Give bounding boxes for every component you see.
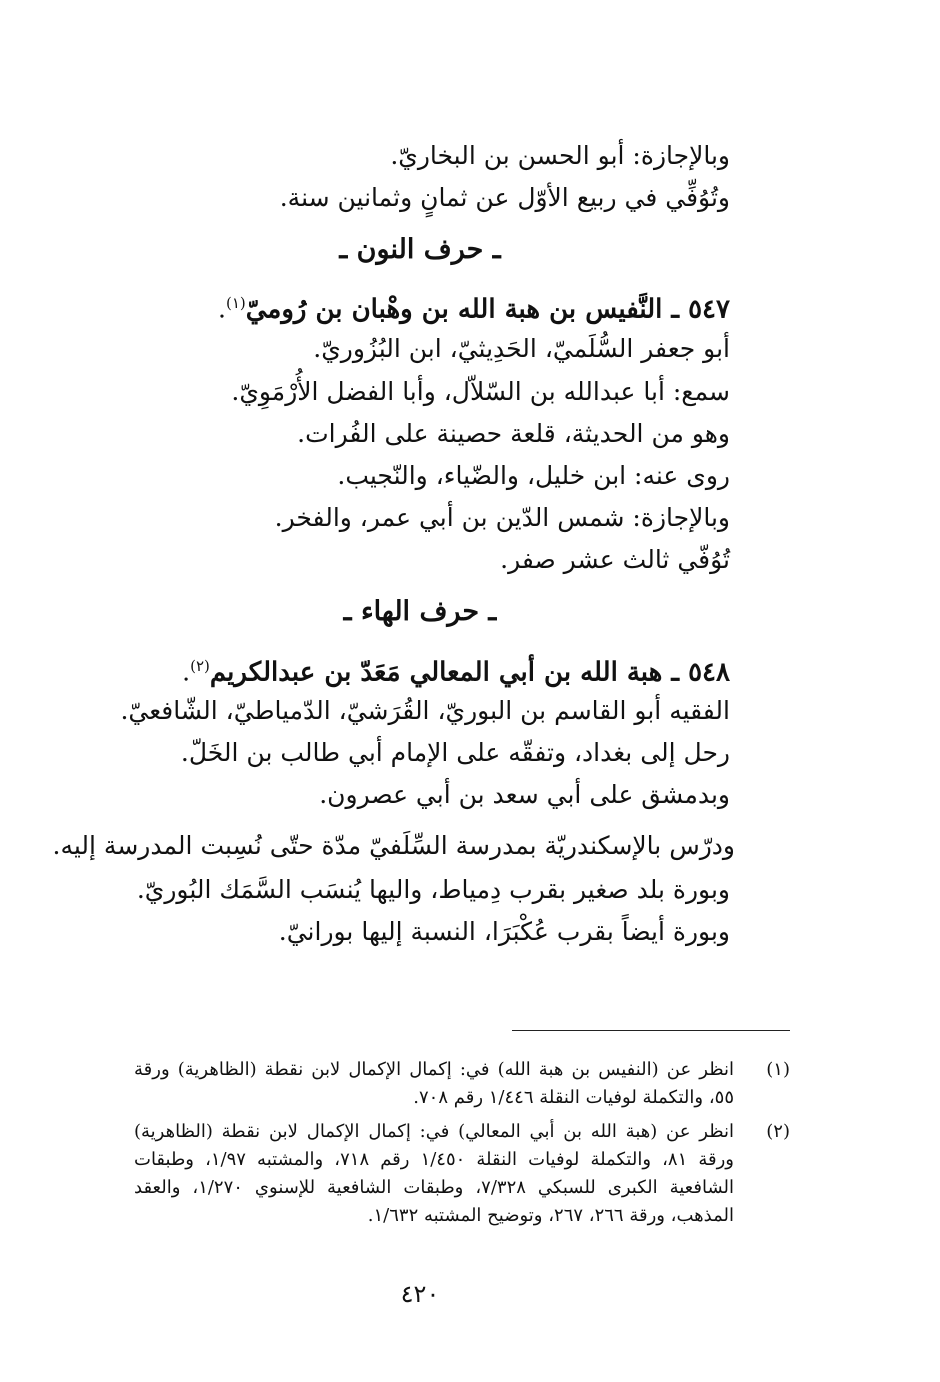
page-number: ٤٢٠: [400, 1280, 440, 1308]
entry-heading: [218, 285, 730, 327]
text-line: وهو من الحديثة، قلعة حصينة على الفُرات.: [297, 419, 730, 448]
entry-tail: .: [182, 657, 191, 687]
footnote-text: انظر عن (النفيس بن هبة الله) في: إكمال الإكمال لابن نقطة (الظاهرية) ورقة ٥٥، والتكملة لوفيات النقلة ١/٤٤٦ رقم ٧٠٨.: [134, 1059, 734, 1108]
footnote-number: (٢): [766, 1121, 790, 1142]
text-line: الفقيه أبو القاسم بن البوريّ، القُرَشيّ، الدّمياطيّ، الشّافعيّ.: [120, 696, 730, 725]
text-line: ودرّس بالإسكندريّة بمدرسة السِّلَفيّ مدّة حتّى نُسِبت المدرسة إليه.: [52, 831, 735, 860]
entry-title: ٥٤٨ ـ هبة الله بن أبي المعالي مَعَدّ بن عبدالكريم: [209, 657, 730, 688]
footnote-separator: [512, 1030, 790, 1031]
footnote-ref: (٢): [190, 657, 210, 675]
text-line: وبالإجازة: شمس الدّين بن أبي عمر، والفخر.: [274, 503, 730, 532]
footnote-number: (١): [766, 1059, 790, 1080]
text-line: وبالإجازة: أبو الحسن بن البخاريّ.: [390, 141, 730, 170]
entry-heading: [182, 648, 730, 690]
text-line: وبورة أيضاً بقرب عُكْبَرَا، النسبة إليها بورانيّ.: [278, 917, 730, 946]
text-line: أبو جعفر السُّلَميّ، الحَدِيثيّ، ابن البُزُوريّ.: [313, 334, 730, 363]
entry-tail: .: [218, 294, 226, 324]
section-heading: ـ حرف النون ـ: [339, 234, 501, 265]
footnote-text: انظر عن (هبة الله بن أبي المعالي) في: إكمال الإكمال لابن نقطة (الظاهرية) ورقة ٨١، والتكملة لوفيات النقلة ١/٤٥٠ رقم ٧١٨، والمشتبه ١/٩٧، وطبقات الشافعية الكبرى للسبكي ٧/٣٢٨، وطبقات الشافعية للإسنوي ١/٢٧٠، والعقد المذهب، ورقة ٢٦٦، ٢٦٧، وتوضيح المشتبه ١/٦٣٢.: [134, 1121, 734, 1226]
text-line: سمع: أبا عبدالله بن السّلاّل، وأبا الفضل الأُرْمَوِيّ.: [231, 377, 730, 406]
entry-title: ٥٤٧ ـ النَّفيس بن هبة الله بن وهْبان بن رُوميّ: [245, 294, 730, 325]
text-line: تُوُفّي ثالث عشر صفر.: [500, 545, 730, 574]
text-line: وبدمشق على أبي سعد بن أبي عصرون.: [319, 780, 730, 809]
text-line: رحل إلى بغداد، وتفقّه على الإمام أبي طالب بن الخَلّ.: [180, 738, 730, 767]
text-line: وبورة بلد صغير بقرب دِمياط، واليها يُنسَب السَّمَك البُوريّ.: [136, 875, 730, 904]
footnote-ref: (١): [225, 294, 246, 312]
text-line: روى عنه: ابن خليل، والضّياء، والنّجيب.: [337, 461, 730, 490]
section-heading: ـ حرف الهاء ـ: [343, 596, 497, 627]
text-line: وتُوُفِّي في ربيع الأوّل عن ثمانٍ وثمانين سنة.: [279, 183, 730, 212]
